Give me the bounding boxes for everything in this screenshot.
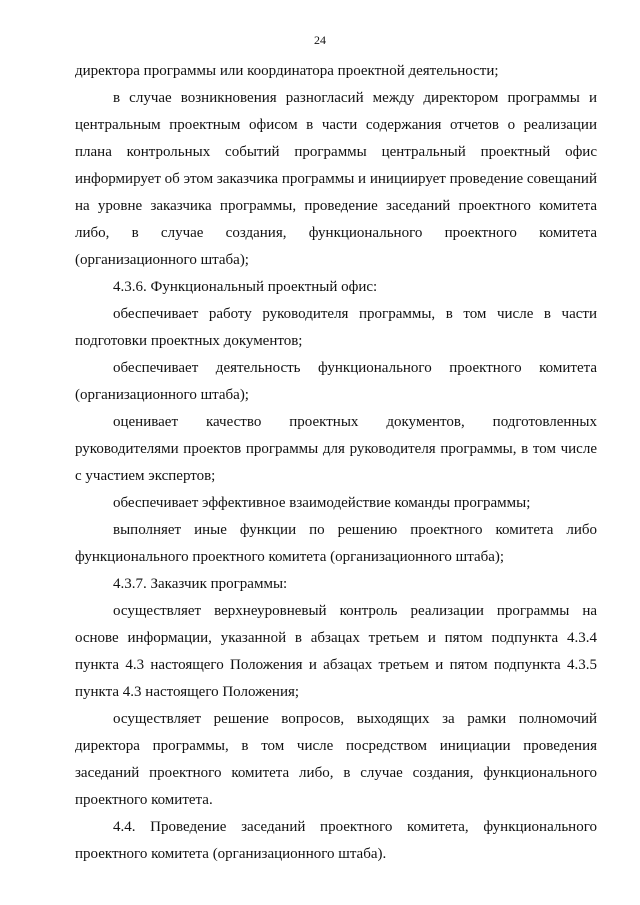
paragraph: осуществляет верхнеуровневый контроль реализации программы на основе информации, указанной в абзацах третьем и пятом подпункта 4.3.4 пункта 4.3 настоящего Положения и абзацах третьем и пятом подпункта 4.3.5 пункта 4.3 настоящего Положения; [75, 603, 597, 700]
paragraph: осуществляет решение вопросов, выходящих за рамки полномочий директора программы, в том числе посредством инициации проведения заседаний проектного комитета либо, в случае создания, функционального проектного комитета. [75, 711, 597, 808]
section-heading: 4.3.7. Заказчик программы: [113, 576, 288, 592]
paragraph: обеспечивает эффективное взаимодействие команды программы; [113, 495, 531, 511]
section-heading: 4.3.6. Функциональный проектный офис: [113, 279, 378, 295]
section-heading: 4.4. Проведение заседаний проектного комитета, функционального проектного комитета (организационного штаба). [75, 819, 597, 862]
paragraph: выполняет иные функции по решению проектного комитета либо функционального проектного комитета (организационного штаба); [75, 522, 597, 565]
document-body [75, 58, 597, 868]
paragraph: обеспечивает работу руководителя программы, в том числе в части подготовки проектных документов; [75, 306, 597, 349]
paragraph: в случае возникновения разногласий между директором программы и центральным проектным офисом в части содержания отчетов о реализации плана контрольных событий программы центральный проектный офис информирует об этом заказчика программы и инициирует проведение совещаний на уровне заказчика программы, проведение заседаний проектного комитета либо, в случае создания, функционального проектного комитета (организационного штаба); [75, 90, 597, 268]
paragraph: обеспечивает деятельность функционального проектного комитета (организационного штаба); [75, 360, 597, 403]
paragraph: директора программы или координатора проектной деятельности; [75, 63, 499, 79]
paragraph: оценивает качество проектных документов, подготовленных руководителями проектов программы для руководителя программы, в том числе с участием экспертов; [75, 414, 597, 484]
page-number: 24 [314, 33, 326, 47]
